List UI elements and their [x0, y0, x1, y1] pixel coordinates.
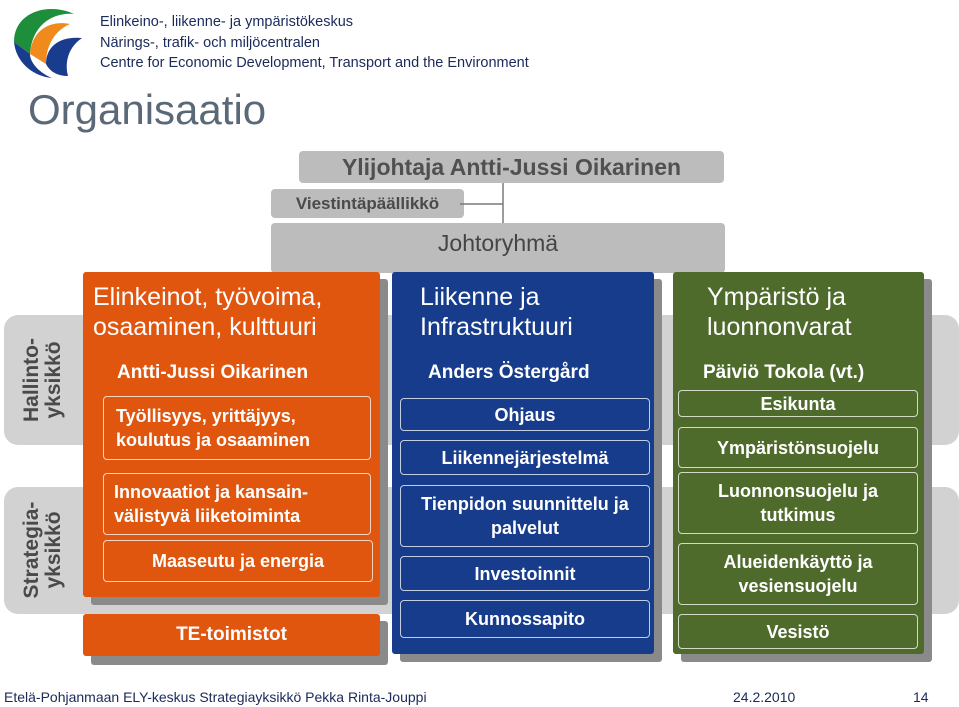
org-name-sv: Närings-, trafik- och miljöcentralen: [100, 35, 320, 51]
org-name-fi: Elinkeino-, liikenne- ja ympäristökeskus: [100, 14, 354, 30]
col2-item-steering: Ohjaus: [400, 398, 650, 431]
col1-title: Elinkeinot, työvoima, osaaminen, kulttuuri: [93, 283, 323, 341]
slide-title: Organisaatio: [28, 86, 267, 133]
col1-lead: Antti-Jussi Oikarinen: [117, 362, 309, 383]
org-name-en: Centre for Economic Development, Transport and the Environment: [100, 55, 529, 71]
col2-item-maintenance: Kunnossapito: [400, 600, 650, 638]
col3-item-env-protection: Ympäristönsuojelu: [678, 427, 918, 468]
col2-lead: Anders Östergård: [428, 362, 590, 383]
col2-item-road-planning: Tienpidon suunnittelu ja palvelut: [400, 485, 650, 547]
ely-logo-icon: [8, 2, 88, 80]
col3-item-nature: Luonnonsuojelu ja tutkimus: [678, 472, 918, 534]
te-offices-label: TE-toimistot: [176, 624, 287, 645]
col1-item-innovation: Innovaatiot ja kansain- välistyvä liiketoiminta: [103, 473, 371, 535]
col3-lead: Päiviö Tokola (vt.): [703, 362, 865, 383]
director-box: [299, 151, 724, 183]
director-label: Ylijohtaja Antti-Jussi Oikarinen: [341, 153, 682, 180]
page-number: 14: [913, 689, 929, 705]
col3-title: Ympäristö ja luonnonvarat: [707, 283, 852, 341]
te-offices-box: [83, 614, 380, 656]
strategy-unit-label: Strategia- yksikkö: [20, 501, 65, 599]
communications-box: [271, 189, 464, 218]
col1-item-rural: Maaseutu ja energia: [103, 540, 373, 582]
col3-item-watercourse: Vesistö: [678, 614, 918, 649]
col1-item-employment: Työllisyys, yrittäjyys, koulutus ja osaaminen: [103, 396, 371, 460]
col2-item-investments: Investoinnit: [400, 556, 650, 591]
col2-title: Liikenne ja Infrastruktuuri: [420, 283, 573, 341]
admin-unit-label: Hallinto- yksikkö: [20, 338, 65, 422]
footer-text: Etelä-Pohjanmaan ELY-keskus Strategiayksikkö Pekka Rinta-Jouppi: [4, 689, 427, 705]
connector-lines: [460, 183, 520, 228]
footer-date: 24.2.2010: [733, 689, 796, 705]
col2-item-transport-system: Liikennejärjestelmä: [400, 440, 650, 475]
management-group-label: Johtoryhmä: [437, 230, 559, 256]
col3-item-land-use: Alueidenkäyttö ja vesiensuojelu: [678, 543, 918, 605]
col3-item-staff: Esikunta: [678, 390, 918, 417]
communications-label: Viestintäpäällikkö: [295, 193, 440, 213]
